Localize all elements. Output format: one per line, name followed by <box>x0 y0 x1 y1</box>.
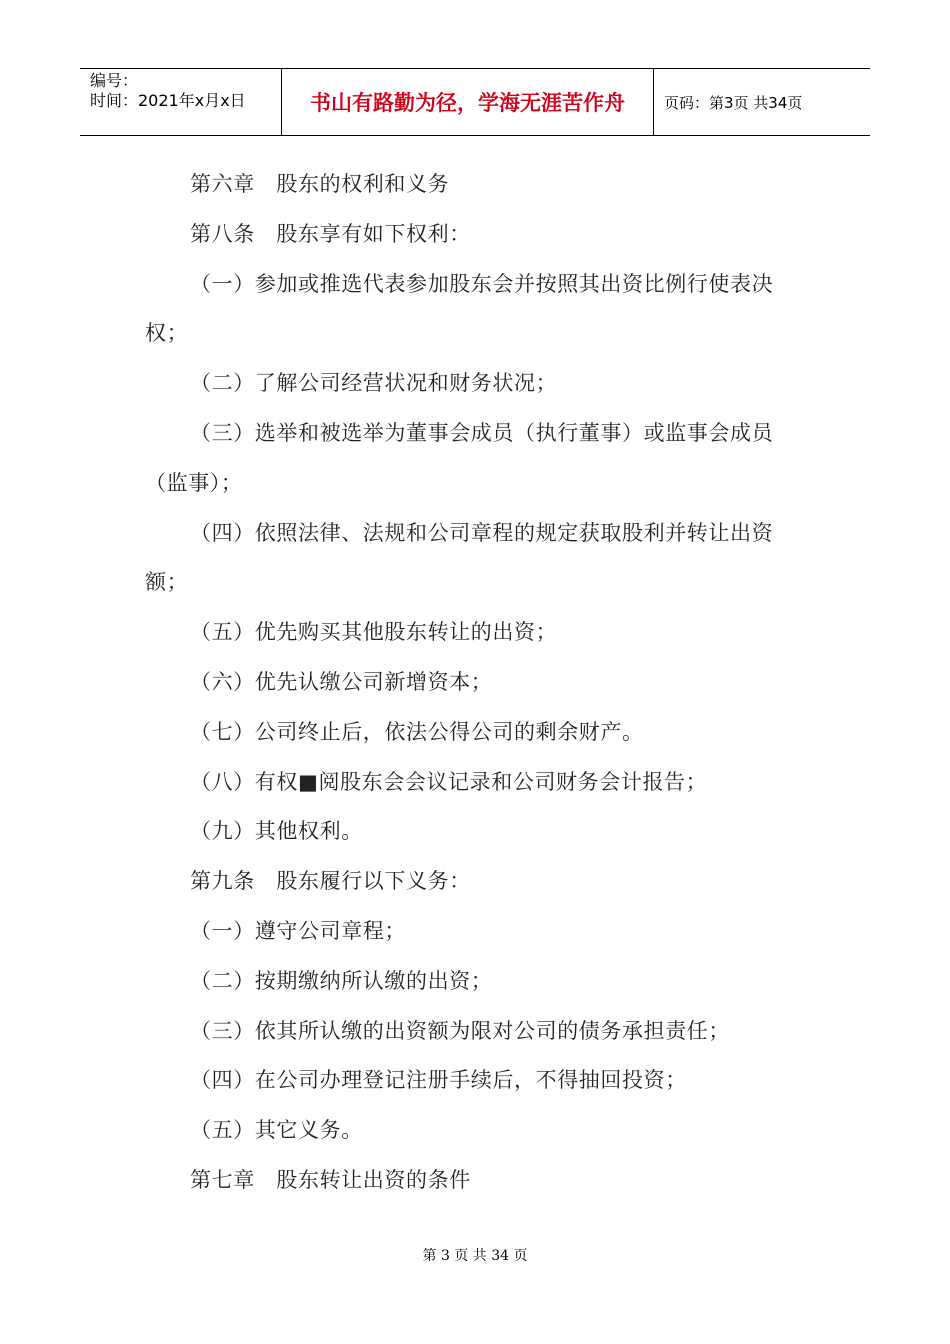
header-page-info: 页码：第3页 共34页 <box>664 93 803 112</box>
body-line: （六）优先认缴公司新增资本； <box>190 669 493 694</box>
header-motto: 书山有路勤为径，学海无涯苦作舟 <box>282 69 654 135</box>
body-line: （四）依照法律、法规和公司章程的规定获取股利并转让出资 <box>190 520 774 545</box>
article-heading: 第九条 股东履行以下义务： <box>190 869 471 894</box>
body-line: （八）有权■阅股东会会议记录和公司财务会计报告； <box>190 769 708 794</box>
document-number-label: 编号： <box>90 71 139 90</box>
document-body <box>145 160 805 1206</box>
page-header <box>80 68 870 136</box>
body-line: （七）公司终止后，依法公得公司的剩余财产。 <box>190 719 644 744</box>
body-line: （一）参加或推选代表参加股东会并按照其出资比例行使表决 <box>190 271 774 296</box>
body-line: （九）其他权利。 <box>190 819 363 844</box>
body-line: （二）按期缴纳所认缴的出资； <box>190 968 493 993</box>
body-line-continuation: 额； <box>145 570 189 595</box>
body-line: （四）在公司办理登记注册手续后，不得抽回投资； <box>190 1068 687 1093</box>
body-line-continuation: 权； <box>145 321 189 346</box>
body-line-continuation: （监事）； <box>145 470 243 495</box>
chapter-heading: 第六章 股东的权利和义务 <box>190 172 450 196</box>
body-line: （五）其它义务。 <box>190 1118 363 1143</box>
chapter-heading: 第七章 股东转让出资的条件 <box>190 1167 471 1192</box>
body-line: （三）依其所认缴的出资额为限对公司的债务承担责任； <box>190 1018 730 1043</box>
body-line: （二）了解公司经营状况和财务状况； <box>190 371 558 396</box>
page-footer: 第 3 页 共 34 页 <box>422 1248 528 1264</box>
body-line: （三）选举和被选举为董事会成员（执行董事）或监事会成员 <box>190 420 774 445</box>
document-time-label: 时间：2021年x月x日 <box>90 91 246 110</box>
body-line: （一）遵守公司章程； <box>190 918 406 943</box>
article-heading: 第八条 股东享有如下权利： <box>190 221 471 246</box>
body-line: （五）优先购买其他股东转让的出资； <box>190 620 558 645</box>
header-meta <box>80 69 282 135</box>
